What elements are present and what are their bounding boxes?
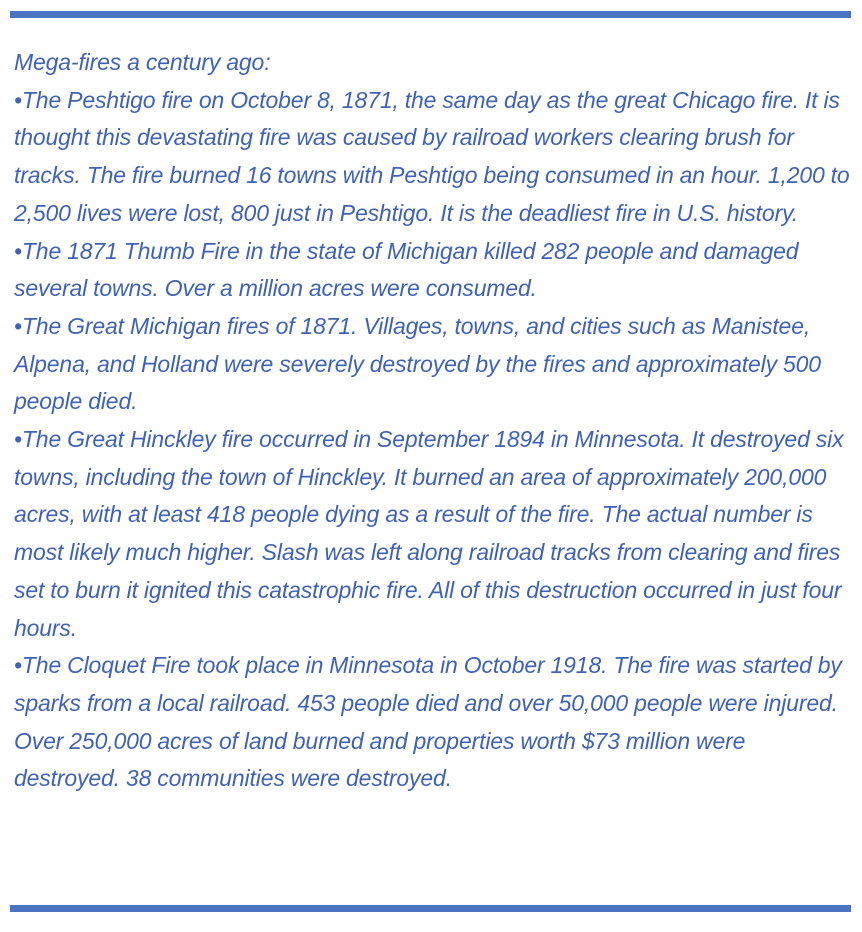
bullet-glyph: • [14,237,22,264]
bullet-item [14,421,850,647]
bullet-item [14,308,850,421]
heading: Mega-fires a century ago: [14,49,271,75]
bullet-text: The Great Michigan fires of 1871. Villages, towns, and cities such as Manistee, Alpena, and Holland were severely destroyed by the fires and approximately 500 people died. [14,312,821,415]
bottom-border-rule [10,905,851,912]
bullet-item [14,233,850,308]
bullet-glyph: • [14,426,22,453]
bullet-text: The Cloquet Fire took place in Minnesota in October 1918. The fire was started by sparks from a local railroad. 453 people died and over 50,000 people were injured. Over 250,000 acres of land burned and properties worth $73 million were destroyed. 38 communities were destroyed. [14,652,842,792]
bullet-text: The 1871 Thumb Fire in the state of Michigan killed 282 people and damaged several towns. Over a million acres were consumed. [14,237,799,302]
bullet-text: The Great Hinckley fire occurred in September 1894 in Minnesota. It destroyed six towns, including the town of Hinckley. It burned an area of approximately 200,000 acres, with at least 418 people dying as a result of the fire. The actual number is most likely much higher. Slash was left along railroad tracks from clearing and fires set to burn it ignited this catastrophic fire. All of this destruction occurred in just four hours. [14,426,844,641]
bullet-glyph: • [14,86,22,113]
bullet-item [14,647,850,798]
bullet-glyph: • [14,652,22,679]
bullet-text: The Peshtigo fire on October 8, 1871, the same day as the great Chicago fire. It is thought this devastating fire was caused by railroad workers clearing brush for tracks. The fire burned 16 towns with Peshtigo being consumed in an hour. 1,200 to 2,500 lives were lost, 800 just in Peshtigo. It is the deadliest fire in U.S. history. [14,86,850,226]
bullet-glyph: • [14,312,22,339]
top-border-rule [10,11,851,18]
mega-fires-text-box [14,44,850,798]
bullet-item [14,82,850,233]
